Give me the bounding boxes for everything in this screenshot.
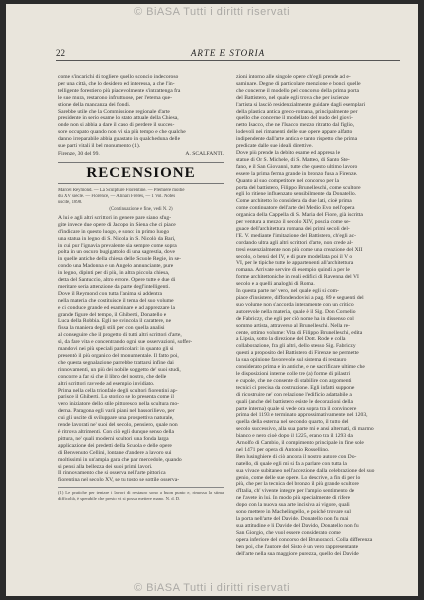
text-line: Quanto al suo competitore nel concorso per la xyxy=(236,177,339,184)
text-line: del Battistero, nel quale egli trova che per iscienze xyxy=(236,94,349,101)
text-line: come s'incarichi di togliere quello sconcio indecoroso xyxy=(58,74,179,80)
text-line: l'E. V. mediante l'imitazione del Battistero, ch'egli ac- xyxy=(236,232,356,239)
text-line: detta del Santuccio, altro errore. Opere tutte e due di xyxy=(58,277,176,284)
text-line: presentò il più organico del monumentale. Il fatto poi, xyxy=(58,353,179,359)
text-line: organica della Cappella di S. Maria del Fiore, già iscritta xyxy=(236,212,363,219)
continuation-note: (Continuazione e fine, vedi N. 2) xyxy=(109,206,173,212)
page-number: 22 xyxy=(56,48,65,58)
text-line: cui gli uscite di sviluppare una prospettiva naturale, xyxy=(58,415,174,422)
signature-line xyxy=(58,151,224,158)
text-line: la porta nell'arte del Davide. Donatello non fu mai xyxy=(236,516,349,522)
text-line: le disposizioni interne colle tre (a) forme di pilastri xyxy=(236,370,351,377)
text-line: Il rinnovamento che si osserva nell'arte pittorica xyxy=(58,470,166,477)
text-line: applicazione dei predetti della Scuola e delle opere xyxy=(58,442,172,449)
text-line: Dove più prende la debito esame ed appresa le xyxy=(236,149,341,156)
text-line: quella della esterna nel secondo quarto, il tutto del xyxy=(236,419,349,426)
text-line: natello, di quale egli mi si fa a parlare con tutta la xyxy=(236,460,347,467)
review-citation xyxy=(58,188,224,206)
text-line: Prima nella cella trionfale degli scultori fiorentini ap- xyxy=(58,387,178,394)
text-line: fissa la maniera degli stili per con quella analisi xyxy=(58,325,165,332)
text-line: l'artista si lasciò residenzialmente guidare dagli esemplari xyxy=(236,101,365,108)
text-line: Sarebbe utile che la Commissione regionale d'arte xyxy=(58,108,170,115)
text-line: predicate dalle sue ideali direttive. xyxy=(236,143,313,150)
text-line: Marcel Reymond. — La Sculpture Florentine. — Première moitié xyxy=(58,187,185,193)
text-line: saminare. Degne di particolare menzione e bonci quelle xyxy=(236,80,361,87)
text-line: più, che per la tecnica del bronzo il più grande scultore xyxy=(236,481,359,488)
text-line: sua attitudine e li Davide del Davido, Donatello non fu xyxy=(236,522,359,529)
text-line: grande figure del tempo, il Ghiberti, Donatello e xyxy=(58,311,167,318)
text-line: quali (anche del battistero esiste le decorazioni della xyxy=(236,398,353,405)
text-line: collaborazione, fra gli altri, dello stesso Sig. Fabriczy xyxy=(236,343,356,350)
text-line: bianco e nero cioè dopo il 1225, erano tra il 1293 da xyxy=(236,433,353,440)
text-line: porta del battistero, Filippo Brunelleschi, come scultore xyxy=(236,184,361,191)
text-line: mandovi nei più speciali particolari: in quanto gli si xyxy=(58,346,174,353)
text-line: romana. Arrivate servire di esempio quindi a per le xyxy=(236,267,350,274)
signature-author: A. SCALFANTI. xyxy=(185,150,224,157)
text-line: condo una Madonna e un Angelo annunciante, pure xyxy=(58,263,174,270)
text-line: Arnolfo di Cambio, il compimento principale in fine sole xyxy=(236,440,364,447)
text-line: fiorentina nel secolo XV, se tu tosto se sottile osserva- xyxy=(58,477,180,484)
text-line: In questa parte ne' vero, nel quale egli si com- xyxy=(236,288,339,295)
text-line: San Giorgio, che vuol essere considerato come xyxy=(236,529,341,536)
text-line: sore occupato quando non vi sia più tempo e che qualche xyxy=(58,129,186,136)
text-line: egli lo ritiene influenzato sensibilmente da Donatello. xyxy=(236,191,357,198)
text-line: nel 1471 per opera di Antonio Rossellino. xyxy=(236,446,330,453)
text-line: dopo con la nuova sua arte incisiva ai vigore, quali xyxy=(236,502,350,509)
text-line: secolo, o bensì del IV, e di pure modellata poi il V o xyxy=(236,253,353,260)
text-line: pittura, ne' quali moderni scultori una fonda larga xyxy=(58,435,169,442)
text-line: ben poi, che l'autore del Sisto è un vero rappresentante xyxy=(236,543,359,550)
text-line: polta in un oscuro bugigattolo di una sagrestia, dove xyxy=(58,249,175,256)
text-line: si pensi alla bellezza dei suoi primi lavori. xyxy=(58,463,153,470)
text-line: A lui e agli altri scrittori in genere pare siano sfug- xyxy=(58,214,172,221)
text-line: d'Italia, ch' vivente integre per l'ampio sentimento de xyxy=(236,488,355,495)
text-line: opera inferiore del concorso del Brunoracci. Colla differenza xyxy=(236,536,373,543)
text-line: ne l'avete in lui. In modo più specialmente di rifere xyxy=(236,495,351,502)
text-line: suo volume non s'accorda interamente con un critico xyxy=(236,301,354,308)
text-line: piace d'insistere, diffondendovisi a pag. 89 e seguenti del xyxy=(236,295,364,301)
text-line: sono mettere in Machelingello, e poiché trovare sul xyxy=(236,509,351,516)
text-line: concorre a far sì che il libro del nostro, che delle xyxy=(58,373,167,380)
text-line: danno irreparabile abbia guastato in qualcheduna delle xyxy=(58,136,181,143)
text-line: parte interna) quale si vede ora sopra tra il convincere xyxy=(236,405,357,412)
review-body-right xyxy=(236,74,402,557)
text-line: Luca della Robbia. Egli ne svincola il carattere, ne xyxy=(58,318,172,325)
text-line: fano, e il San Giovanni, tutte che questo ultimo lavoro xyxy=(236,163,358,170)
text-line: rende lavorati ne' suoi del secolo, pensiero, quale non xyxy=(58,422,178,429)
text-line: sua vivace subitaneo nell'accezione dalla celebrazione del suo xyxy=(236,467,375,474)
text-line: al conseguire che il progetto di tutti altri scrittori d'arte, xyxy=(58,332,182,339)
text-line: che questa segnalazione parrebbe trattarsi infine dai xyxy=(58,359,174,366)
text-line: sommo artista, attraverso al Brunelleschi. Nella re- xyxy=(236,322,351,329)
text-line: la sua opinione favorevole sul sistema di restauro xyxy=(236,357,347,364)
right-column xyxy=(236,74,402,557)
text-line: netto Isacco, che ne l'Isacco mezzo ritratto dal figlio, xyxy=(236,122,355,129)
text-line: moltissimi in un'ampia gara che par mercedole, quando xyxy=(58,456,182,463)
text-line: in quelle antiche della chiesa delle Scuole Regie, in se- xyxy=(58,256,182,263)
text-line: che concerne il modello pel concorso della prima porta xyxy=(236,87,360,94)
text-line: d'indicare in questo luogo, e sono: in primo luogo xyxy=(58,228,170,235)
text-line: nella materia che costituisce il tema del suo volume xyxy=(58,297,174,304)
section-title: RECENSIONE xyxy=(58,162,224,184)
text-line: come continuatore dell'arte del Medio Evo nell'opera xyxy=(236,205,355,212)
text-line: tresì essenzialmente non più come una creazione del XII xyxy=(236,246,363,253)
text-line: a Lipsia, sotto la direzione del Dott. Rode e colla xyxy=(236,336,346,343)
text-line: parisce il Ghiberti. Lo storico se lo presenta come il xyxy=(58,394,174,401)
text-line: in legno, dipinti per di più, in altra piccola chiesa, xyxy=(58,270,170,277)
text-line: di ricostruire ne' con relazione l'edificio adattabile a xyxy=(236,391,352,398)
text-line: sue parti vitali il bel monumento (1). xyxy=(58,143,141,150)
text-line: gite invece due opere di Jacopo in Siena che ci piace xyxy=(58,221,176,228)
text-line: è ritrova altrimenti. Con ciò egli dunque senso della xyxy=(58,428,175,435)
text-line: cente, ottimo volume: Vita di Filippo Brunelleschi, edita xyxy=(236,329,363,336)
text-line: essere la prima ferma grande in bronzo fusa a Firenze. xyxy=(236,170,358,177)
text-line: questi a proposito del Battistero di Firenze ne permette xyxy=(236,350,359,357)
review-body-left xyxy=(58,215,224,484)
text-line: prima del 1193 e terminato approssimativamente nel 1203, xyxy=(236,412,368,419)
text-line: stione della mancanza dei fondi. xyxy=(58,101,131,108)
text-line: altri scrittori ravvede ad esempio invidiato. xyxy=(58,380,155,387)
text-line: Come architetto lo considera da due lati, cioè prima xyxy=(236,198,352,205)
text-line: indipendente dall'arte antica e tanto rispetto che prima xyxy=(236,136,358,143)
text-line: de Fabriczy, che egli per ciò nome ha in dissenso col xyxy=(236,315,354,322)
journal-title: ARTE E STORIA xyxy=(190,48,266,58)
text-line: meritare seria attenzione da parte degl'intelligenti. xyxy=(58,283,170,290)
watermark-bottom: © BiASA Tutti i diritti riservati xyxy=(133,582,291,594)
text-line: per una città, che lo desidero ed interessa, a che l'in- xyxy=(58,80,175,87)
text-line: forme architettoniche in reali edifici di Ravenna del VI xyxy=(236,274,359,281)
watermark-top: © BiASA Tutti i diritti riservati xyxy=(133,6,291,18)
text-line: in cui pur l'ignavia prevalente sia sempre come sopra xyxy=(58,242,177,249)
left-column xyxy=(58,74,224,502)
text-line: derna. Paragona egli varii piani nel bassorilievo, per xyxy=(58,408,175,415)
text-line: tecnici ci precisa da costruzione. Egli infatti suppone xyxy=(236,384,355,391)
text-line: per ventura a mezzo il secolo XIV, poscia come se- xyxy=(236,219,351,226)
text-line: onde non si abbia a dare il caso di perdere il succes- xyxy=(58,122,175,129)
text-line: e ci conduce grande ed esaminare e ad apprezzare la xyxy=(58,304,175,311)
text-line: cordando ultra agli altri scrittori d'arte, non crede al- xyxy=(236,239,354,246)
text-line: le sue mura, restarono infruttuose, per l'eterna que- xyxy=(58,94,172,101)
document-page xyxy=(6,4,418,596)
text-line: Ben lusinghiere di ciò ancora il nostro autore con Do- xyxy=(236,453,357,460)
text-line: secolo successivo, alla sua parte mi e ansi alternati, di marmo xyxy=(236,426,374,433)
text-line: vero iniziatore dello stile pittoresco nella scultura mo- xyxy=(58,401,180,408)
text-line: una statua in legno di S. Nicola in S. Nicolò da Bari, xyxy=(58,235,176,242)
text-line: dell'arte nella sua maggiore purezza, quello dei Davide xyxy=(236,550,359,557)
text-line: guace dell'architettura romana dei primi secoli del- xyxy=(236,225,350,232)
text-line: sì, da fare vita e concentrando ogni sue osservazioni, soffer- xyxy=(58,339,193,346)
text-line: considerato prima e in antiche, e ne sacrificare ultime che xyxy=(236,364,365,371)
text-line: di Benvenuto Cellini, lontane d'andere a lavoro sui xyxy=(58,449,172,456)
intro-paragraph xyxy=(58,74,224,150)
text-line: Dove il Reymond con tutta l'anima si addentra xyxy=(58,290,163,297)
text-line: statue di Or S. Michele, di S. Matteo, di Santo Ste- xyxy=(236,156,350,163)
text-line: secolo e a quelli analoghi di Roma. xyxy=(236,281,315,288)
text-line: lodevoli nei rimanenti delle sue opere appare alfatto xyxy=(236,129,353,136)
text-line: della plastica antica greco-romana, principalmente per xyxy=(236,108,358,115)
text-line: presidente in serio esame lo stato attuale della Chiesa, xyxy=(58,115,179,122)
text-line: genio, come delle sue opere. Lo descrive, a fin di per lo xyxy=(236,474,361,481)
text-line: uscite, 1898. xyxy=(58,199,83,205)
signature-place-date: Firenze, 30 del 99. xyxy=(58,150,100,157)
text-line: telligente forestiero più piacevolmente s'intrattenga fra xyxy=(58,87,181,94)
text-line: autorevole nella materia, quale è il Sig. Don Cornelio xyxy=(236,308,356,315)
text-line: e cupole, che ne consente di stabilire con argomenti xyxy=(236,377,352,384)
text-line: VI, per le tipiche tutte le appartenenti all'architettura xyxy=(236,260,354,267)
text-line: zioni intorno alle singole opere ch'egli prende ad e- xyxy=(236,74,351,80)
text-line: du XV siècle. — Florence, — Alinari Frères, — 1 Vol. Notes xyxy=(58,193,176,199)
text-line: quello che concerne il modellato del nudo del giovi- xyxy=(236,115,353,122)
footnote: (1) Le pratiche per tentare i lavori di restauro sono a buon punto e, rimossa la stima difficoltà, è sperabile che presto vi si possa mettere mano. N. d. D. xyxy=(58,487,224,502)
text-line: rinnovamenti, un più dei nobile soggetto de' suoi studi, xyxy=(58,366,181,373)
page-header xyxy=(56,48,400,61)
